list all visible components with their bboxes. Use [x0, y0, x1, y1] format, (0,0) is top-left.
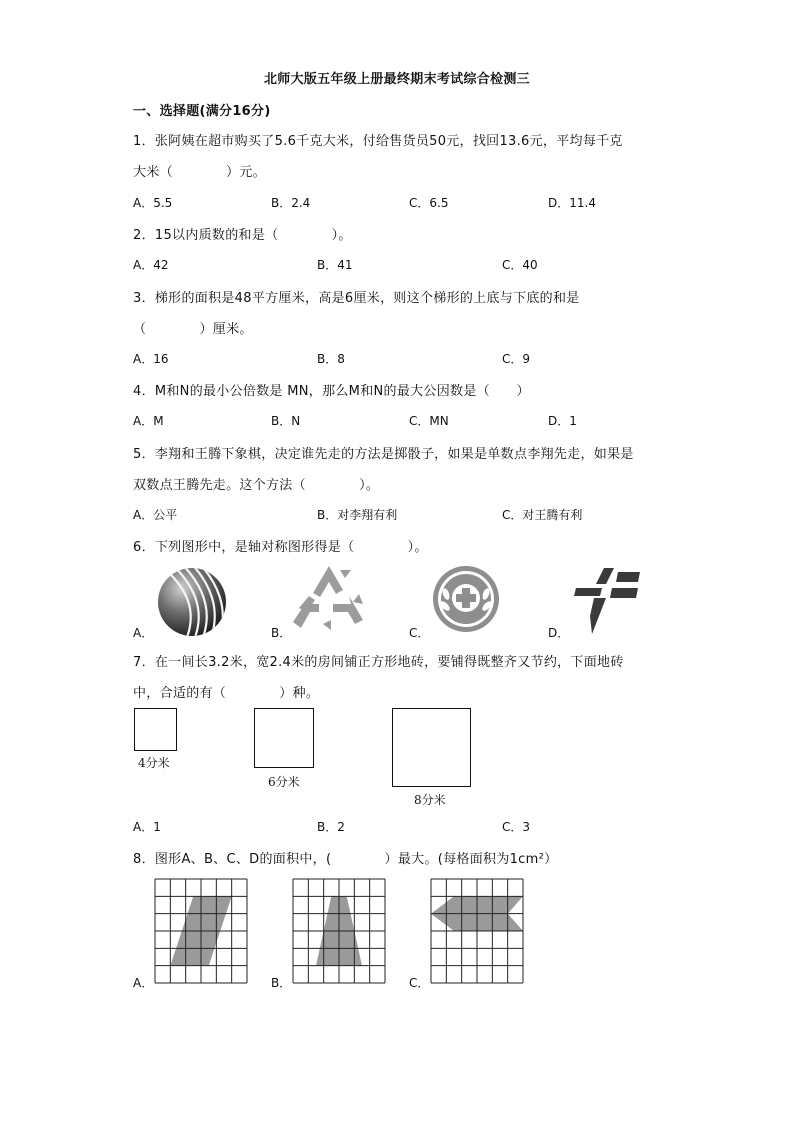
q1-option-a[interactable]: A．5.5 — [133, 196, 173, 210]
globe-logo-icon — [156, 566, 228, 638]
q5-line1: 5．李翔和王腾下象棋，决定谁先走的方法是掷骰子，如果是单数点李翔先走，如果是 — [133, 447, 634, 462]
tile-8dm-label: 8分米 — [414, 793, 446, 807]
q4-option-c[interactable]: C．MN — [409, 414, 449, 428]
q5-option-b[interactable]: B．对李翔有利 — [317, 508, 398, 522]
recycle-icon — [293, 564, 365, 632]
q7-line1: 7．在一间长3.2米，宽2.4米的房间铺正方形地砖，要铺得既整齐又节约，下面地砖 — [133, 655, 624, 670]
q7-option-b[interactable]: B．2 — [317, 820, 345, 834]
grid-figure-a — [155, 879, 247, 983]
q3-option-b[interactable]: B．8 — [317, 352, 345, 366]
grid-figure-b — [293, 879, 385, 983]
q3-line2: （ ）厘米。 — [133, 322, 253, 337]
q6-option-c[interactable]: C． — [409, 626, 430, 640]
q2-option-a[interactable]: A．42 — [133, 258, 169, 272]
q7-line2: 中，合适的有（ ）种。 — [133, 686, 320, 701]
q6-option-b[interactable]: B． — [271, 626, 292, 640]
q6-text: 6．下列图形中，是轴对称图形得是（ ）。 — [133, 540, 428, 555]
q1-line2: 大米（ ）元。 — [133, 165, 267, 180]
q1-option-d[interactable]: D．11.4 — [548, 196, 596, 210]
q2-text: 2．15以内质数的和是（ ）。 — [133, 228, 352, 243]
q2-option-c[interactable]: C．40 — [502, 258, 538, 272]
grid-figure-c — [431, 879, 523, 983]
q8-option-a[interactable]: A． — [133, 976, 154, 990]
q7-option-a[interactable]: A．1 — [133, 820, 161, 834]
tile-4dm-label: 4分米 — [138, 756, 170, 770]
q4-option-b[interactable]: B．N — [271, 414, 301, 428]
page-title: 北师大版五年级上册最终期末考试综合检测三 — [263, 72, 530, 87]
q6-option-a[interactable]: A． — [133, 626, 154, 640]
q7-option-c[interactable]: C．3 — [502, 820, 531, 834]
q2-option-b[interactable]: B．41 — [317, 258, 353, 272]
tile-4dm — [134, 708, 177, 751]
q1-option-b[interactable]: B．2.4 — [271, 196, 311, 210]
q3-option-a[interactable]: A．16 — [133, 352, 169, 366]
q8-option-b[interactable]: B． — [271, 976, 292, 990]
tile-6dm — [254, 708, 314, 768]
q3-line1: 3．梯形的面积是48平方厘米，高是6厘米，则这个梯形的上底与下底的和是 — [133, 291, 580, 306]
q3-option-c[interactable]: C．9 — [502, 352, 531, 366]
q4-option-a[interactable]: A．M — [133, 414, 164, 428]
q1-line1: 1．张阿姨在超市购买了5.6千克大米，付给售货员50元，找回13.6元，平均每千克 — [133, 134, 623, 149]
q8-text: 8．图形A、B、C、D的面积中，( ）最大。(每格面积为1cm²） — [133, 852, 558, 867]
section-heading: 一、选择题(满分16分) — [133, 104, 271, 119]
q5-line2: 双数点王腾先走。这个方法（ ）。 — [133, 478, 380, 493]
tile-6dm-label: 6分米 — [268, 775, 300, 789]
bolt-logo-icon — [572, 566, 644, 636]
q5-option-c[interactable]: C．对王腾有利 — [502, 508, 583, 522]
q4-option-d[interactable]: D．1 — [548, 414, 577, 428]
q6-option-d[interactable]: D． — [548, 626, 570, 640]
emblem-cross-icon — [430, 564, 502, 634]
q5-option-a[interactable]: A．公平 — [133, 508, 178, 522]
q4-text: 4．M和N的最小公倍数是 MN，那么M和N的最大公因数是（ ） — [133, 384, 530, 399]
q1-option-c[interactable]: C．6.5 — [409, 196, 449, 210]
tile-8dm — [392, 708, 471, 787]
q8-option-c[interactable]: C． — [409, 976, 430, 990]
